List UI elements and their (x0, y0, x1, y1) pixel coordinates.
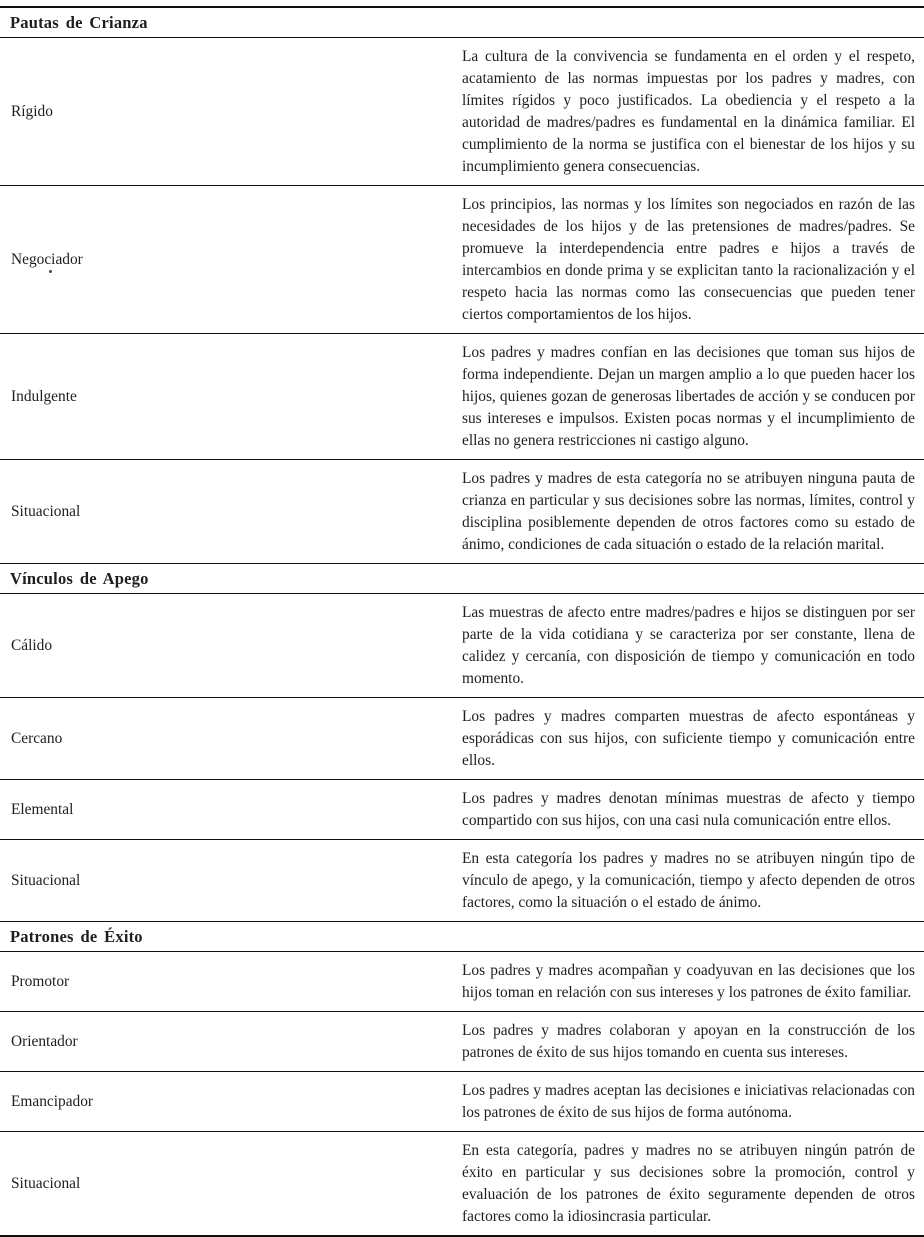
table-row (0, 952, 924, 1012)
category-description: Los padres y madres acompañan y coadyuvan en las decisiones que los hijos toman en relación con sus intereses y los patrones de éxito familiar. (462, 952, 924, 1012)
category-description: Los padres y madres comparten muestras de afecto espontáneas y esporádicas con sus hijos, con suficiente tiempo y comunicación entre ellos. (462, 698, 924, 780)
category-description: Las muestras de afecto entre madres/padres e hijos se distinguen por ser parte de la vida cotidiana y se caracteriza por ser constante, llena de calidez y cercanía, con disposición de tiempo y comunicación en todo momento. (462, 594, 924, 698)
table-row (0, 334, 924, 460)
category-label: Indulgente (0, 334, 462, 460)
category-description: En esta categoría los padres y madres no se atribuyen ningún tipo de vínculo de apego, y la comunicación, tiempo y afecto dependen de otros factores, como la situación o el estado de ánimo. (462, 840, 924, 922)
category-description: Los padres y madres confían en las decisiones que toman sus hijos de forma independiente. Dejan un margen amplio a lo que pueden hacer los hijos, quienes gozan de generosas libertades de acción y se conducen por sus intereses e impulsos. Existen pocas normas y el incumplimiento de ellas no genera restricciones ni castigo alguno. (462, 334, 924, 460)
category-description: Los principios, las normas y los límites son negociados en razón de las necesidades de los hijos y de las pretensiones de madres/padres. Se promueve la interdependencia entre padres e hijos a través de intercambios en donde prima y se explicitan tanto la racionalización y el respeto hacia las normas como las consecuencias que pueden tener ciertos comportamientos de los hijos. (462, 186, 924, 334)
table-row (0, 1072, 924, 1132)
category-label: Situacional (0, 1132, 462, 1237)
table-row (0, 840, 924, 922)
category-label: Situacional (0, 840, 462, 922)
section-header-row (0, 564, 924, 594)
table-row (0, 38, 924, 186)
table-row (0, 460, 924, 564)
table-row (0, 1012, 924, 1072)
category-description: Los padres y madres aceptan las decisiones e iniciativas relacionadas con los patrones de éxito de sus hijos de forma autónoma. (462, 1072, 924, 1132)
category-description: Los padres y madres denotan mínimas muestras de afecto y tiempo compartido con sus hijos, con una casi nula comunicación entre ellos. (462, 780, 924, 840)
table-row (0, 594, 924, 698)
category-label: Elemental (0, 780, 462, 840)
table-row (0, 186, 924, 334)
table-row (0, 780, 924, 840)
category-label: Negociador (0, 186, 462, 334)
category-label: Orientador (0, 1012, 462, 1072)
category-label: Promotor (0, 952, 462, 1012)
category-description: En esta categoría, padres y madres no se atribuyen ningún patrón de éxito en particular y sus decisiones sobre la promoción, control y evaluación de los patrones de éxito seguramente dependen de otros factores como la idiosincrasia particular. (462, 1132, 924, 1237)
section-title: Patrones de Éxito (0, 922, 924, 952)
table-row (0, 1132, 924, 1237)
category-description: Los padres y madres de esta categoría no se atribuyen ninguna pauta de crianza en particular y sus decisiones sobre las normas, límites, control y disciplina posiblemente dependen de otros factores como su estado de ánimo, condiciones de cada situación o estado de la relación marital. (462, 460, 924, 564)
category-description: Los padres y madres colaboran y apoyan en la construcción de los patrones de éxito de sus hijos tomando en cuenta sus intereses. (462, 1012, 924, 1072)
category-label: Situacional (0, 460, 462, 564)
section-title: Vínculos de Apego (0, 564, 924, 594)
category-label: Rígido (0, 38, 462, 186)
category-label: Cálido (0, 594, 462, 698)
section-header-row (0, 922, 924, 952)
section-title: Pautas de Crianza (0, 7, 924, 38)
table-row (0, 698, 924, 780)
category-label: Emancipador (0, 1072, 462, 1132)
section-header-row (0, 7, 924, 38)
parenting-categories-table (0, 6, 924, 1237)
category-label: Cercano (0, 698, 462, 780)
category-description: La cultura de la convivencia se fundamenta en el orden y el respeto, acatamiento de las normas impuestas por los padres y madres, con límites rígidos y poco justificados. La obediencia y el respeto a la autoridad de madres/padres es fundamental en la dinámica familiar. El cumplimiento de la norma se justifica con el bienestar de los hijos y su incumplimiento genera consecuencias. (462, 38, 924, 186)
